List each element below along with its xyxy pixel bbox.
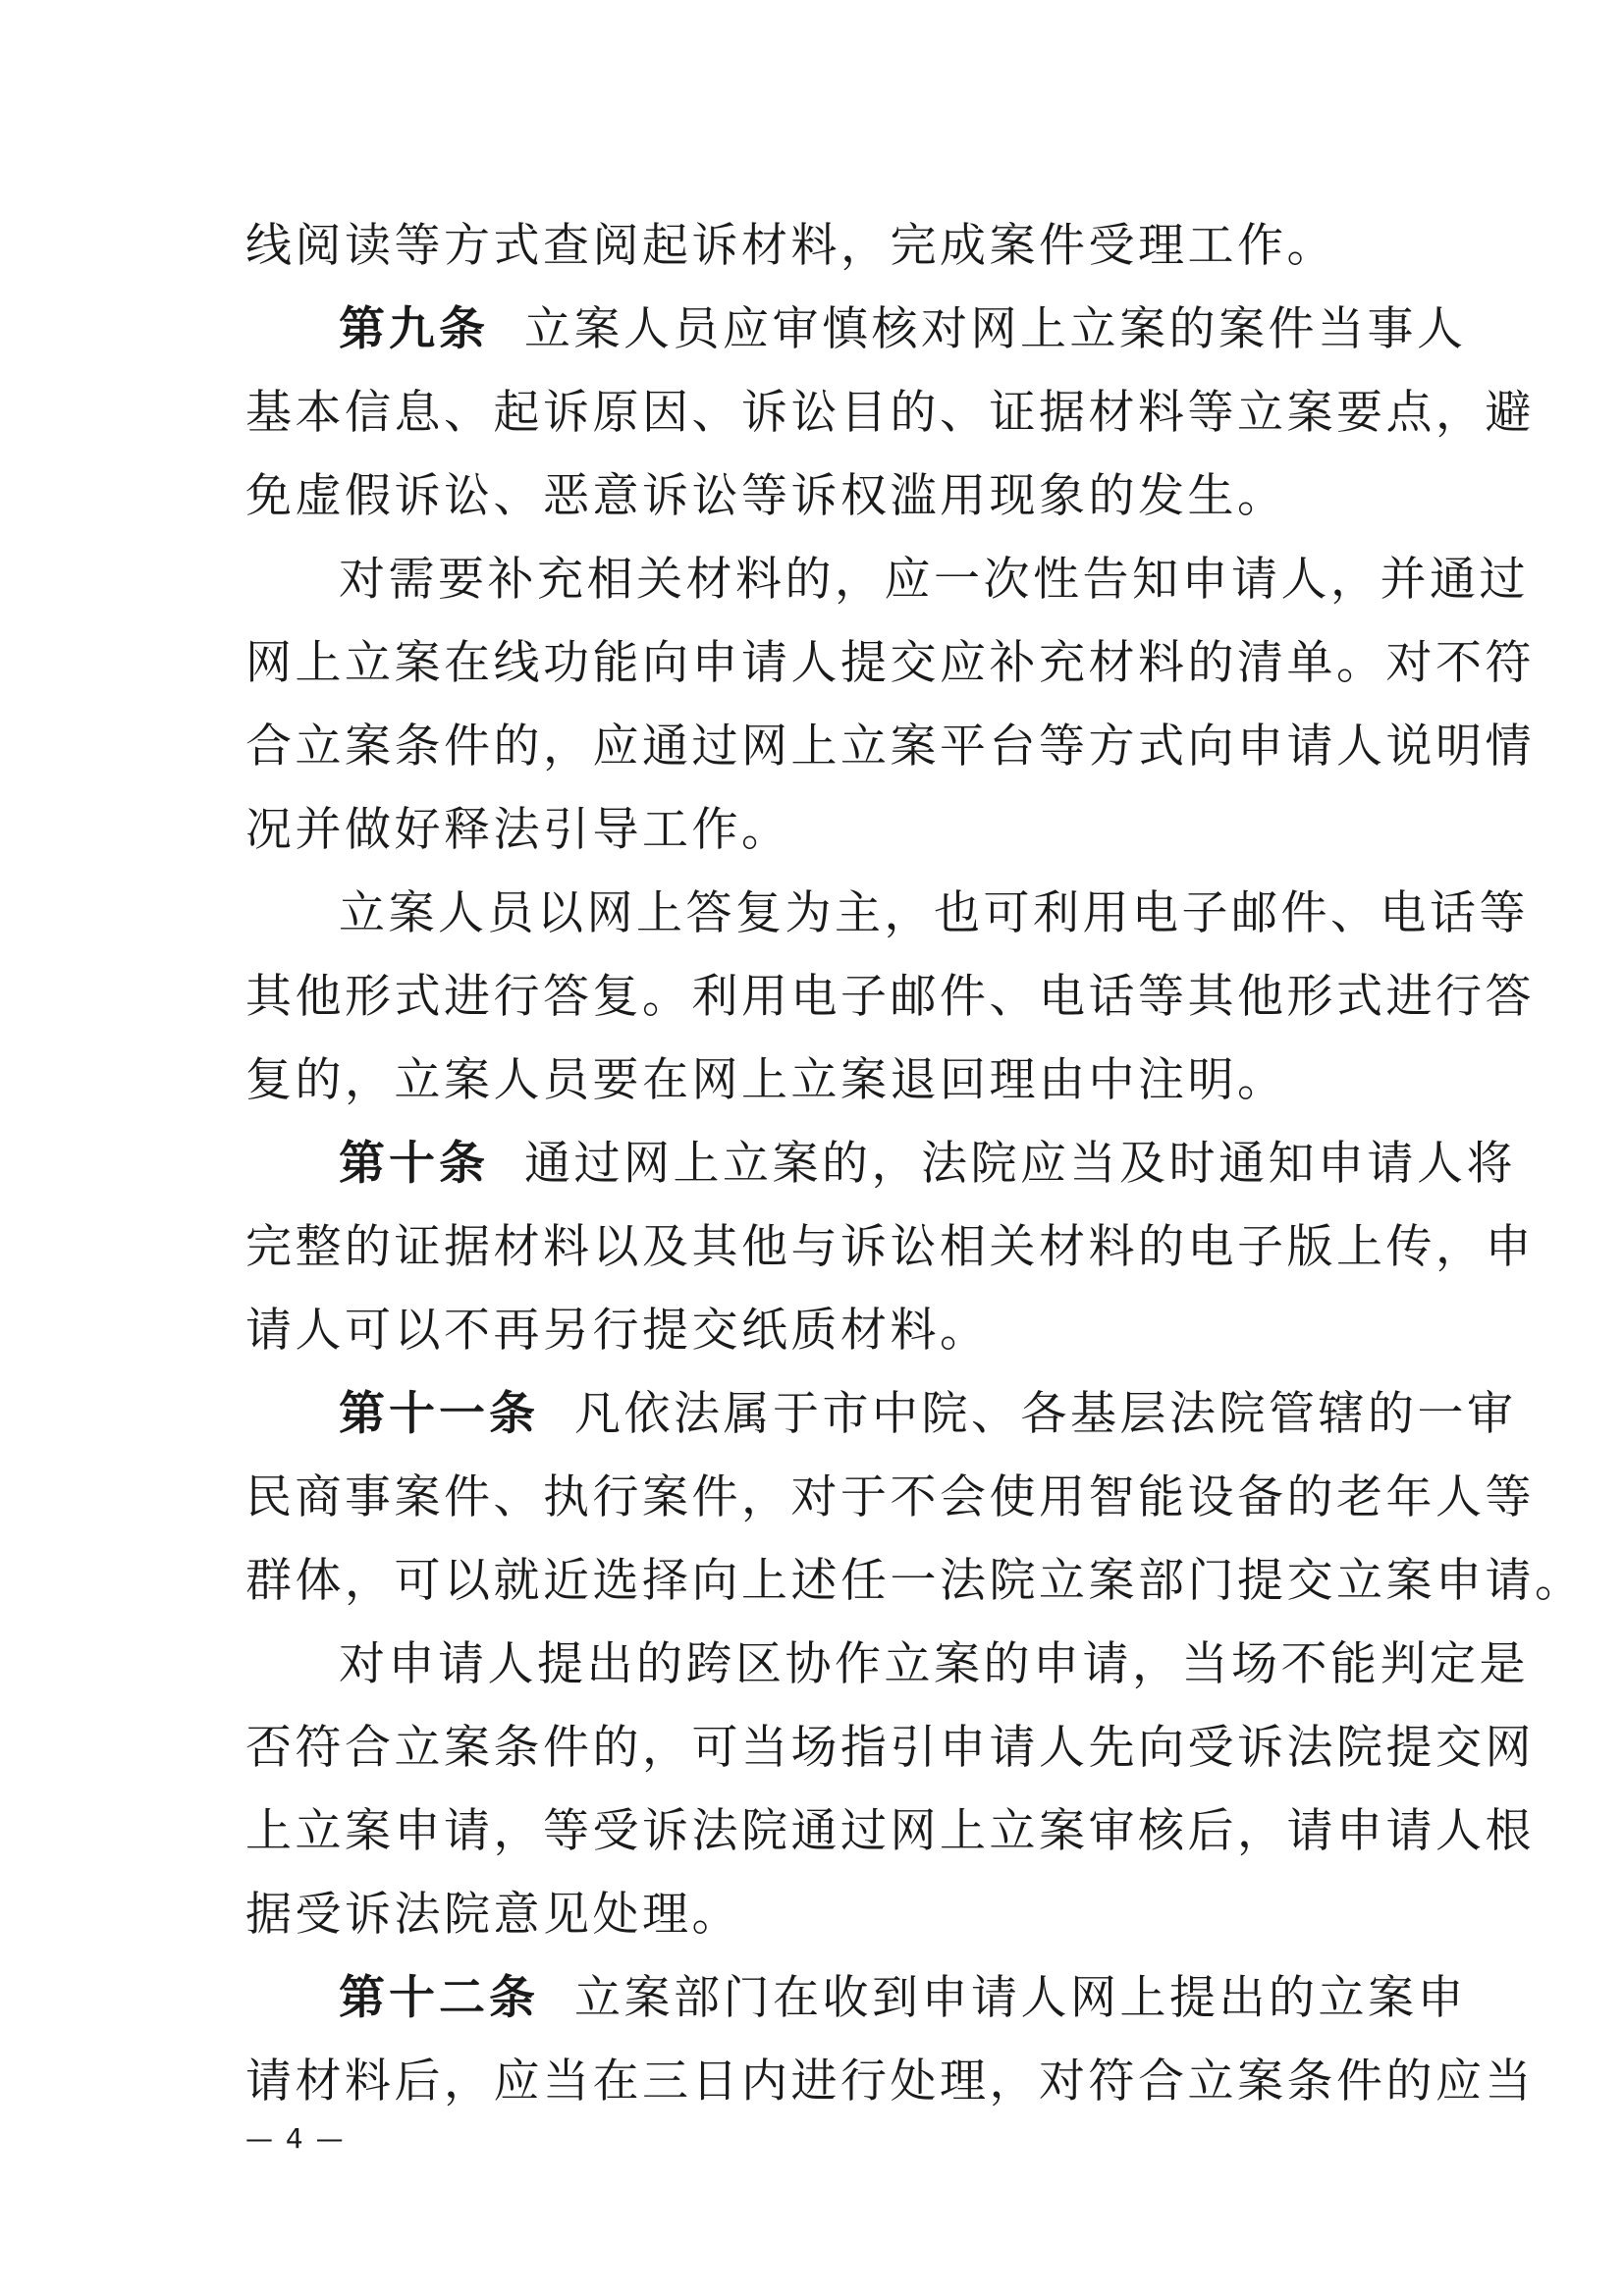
text-line (245, 451, 1394, 543)
text-line (245, 367, 1535, 459)
line-text: 对申请人提出的跨区协作立案的申请，当场不能判定是 (339, 1637, 1529, 1691)
line-text: 凡依法属于市中院、各基层法院管辖的一审 (574, 1387, 1517, 1441)
text-line (245, 951, 1535, 1043)
line-text: 况并做好释法引导工作。 (245, 803, 791, 857)
line-text: 立案人员应审慎核对网上立案的案件当事人 (524, 302, 1467, 356)
text-line (339, 868, 1529, 960)
article-9-paragraph (339, 284, 1467, 376)
line-text: 否符合立案条件的，可当场指引申请人先向受诉法院提交网 (245, 1721, 1535, 1775)
line-text: 民商事案件、执行案件，对于不会使用智能设备的老年人等 (245, 1470, 1535, 1524)
line-text: 基本信息、起诉原因、诉讼目的、证据材料等立案要点，避 (245, 386, 1535, 440)
line-text: 完整的证据材料以及其他与诉讼相关材料的电子版上传，申 (245, 1220, 1535, 1274)
article-11-paragraph (339, 1368, 1517, 1461)
line-text: 网上立案在线功能向申请人提交应补充材料的清单。对不符 (245, 636, 1535, 690)
page-number: — 4 — (245, 2122, 346, 2155)
text-line (245, 1786, 1535, 1878)
line-text: 线阅读等方式查阅起诉材料，完成案件受理工作。 (245, 219, 1336, 273)
line-text: 免虚假诉讼、恶意诉讼等诉权滥用现象的发生。 (245, 469, 1287, 523)
line-text: 群体，可以就近选择向上述任一法院立案部门提交立案申请。 (245, 1554, 1585, 1608)
line-text: 立案部门在收到申请人网上提出的立案申 (574, 1971, 1467, 2025)
article-12-paragraph (339, 1952, 1467, 2045)
article-12-heading: 第十二条 (339, 1971, 539, 2025)
line-text: 据受诉法院意见处理。 (245, 1888, 741, 1942)
text-line (245, 1535, 1585, 1628)
text-line (245, 617, 1535, 710)
line-text: 请材料后，应当在三日内进行处理，对符合立案条件的应当 (245, 2055, 1535, 2109)
text-line (245, 784, 1394, 877)
line-text: 请人可以不再另行提交纸质材料。 (245, 1304, 990, 1358)
article-10-paragraph (339, 1118, 1516, 1210)
text-line (245, 1702, 1535, 1794)
article-9-heading: 第九条 (339, 302, 489, 356)
text-line (245, 2036, 1535, 2128)
text-line (245, 200, 1394, 293)
text-line (245, 1285, 1394, 1377)
line-text: 立案人员以网上答复为主，也可利用电子邮件、电话等 (339, 886, 1529, 940)
line-text: 复的，立案人员要在网上立案退回理由中注明。 (245, 1053, 1287, 1107)
text-line (245, 1869, 1394, 1961)
text-line (339, 534, 1529, 626)
text-line (245, 1201, 1535, 1294)
line-text: 通过网上立案的，法院应当及时通知申请人将 (524, 1137, 1516, 1191)
text-line (245, 1035, 1394, 1127)
text-line (339, 1619, 1529, 1711)
line-text: 合立案条件的，应通过网上立案平台等方式向申请人说明情 (245, 720, 1535, 774)
line-text: 对需要补充相关材料的，应一次性告知申请人，并通过 (339, 553, 1529, 607)
line-text: 其他形式进行答复。利用电子邮件、电话等其他形式进行答 (245, 970, 1535, 1024)
line-text: 上立案申请，等受诉法院通过网上立案审核后，请申请人根 (245, 1804, 1535, 1858)
text-line (245, 1452, 1535, 1544)
article-11-heading: 第十一条 (339, 1387, 539, 1441)
article-10-heading: 第十条 (339, 1137, 489, 1191)
text-line (245, 701, 1535, 793)
